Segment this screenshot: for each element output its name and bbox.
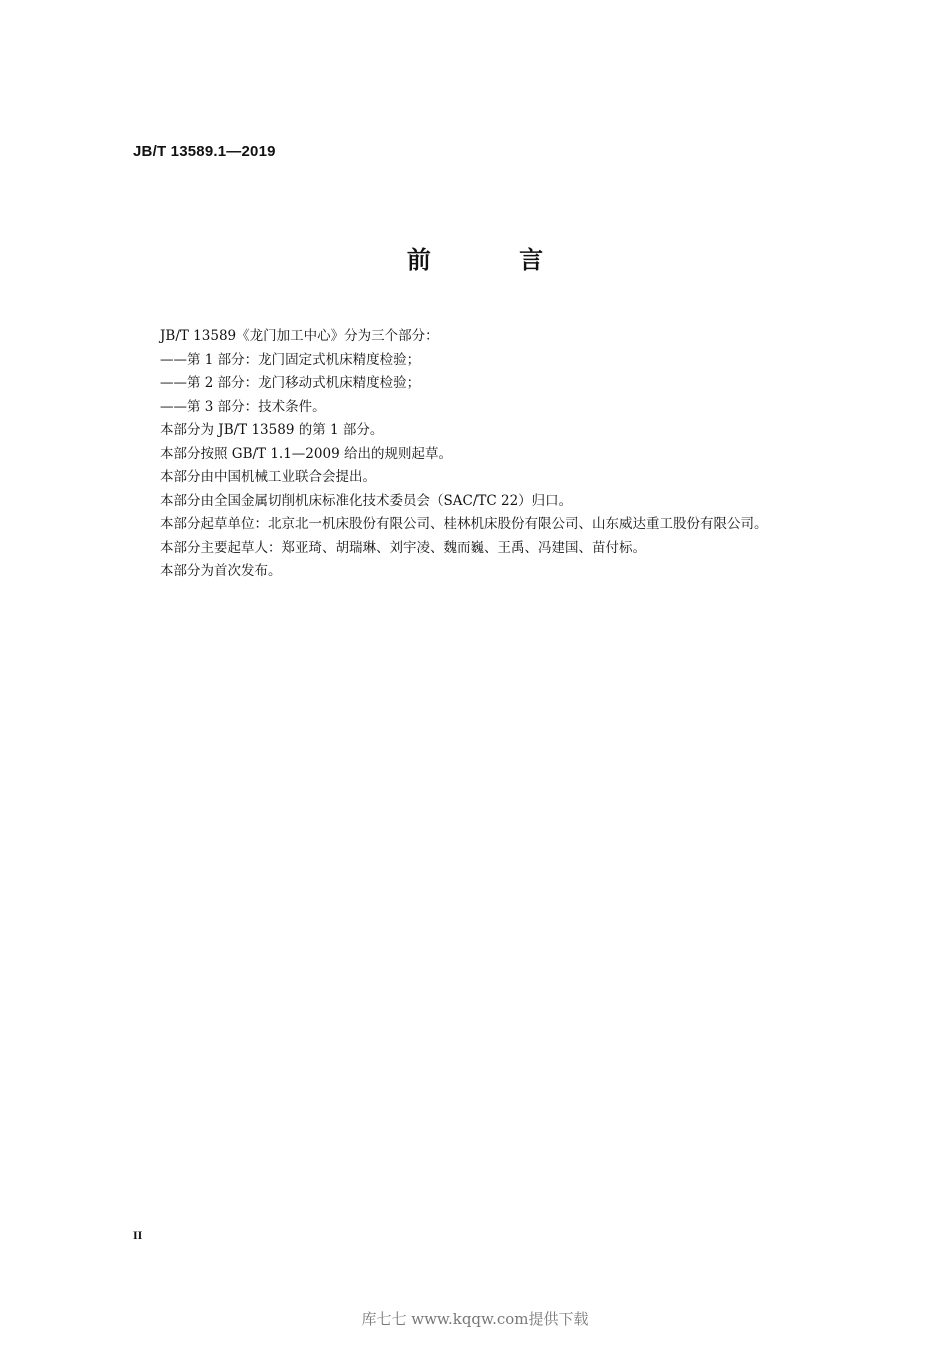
paragraph-drafting-rules: 本部分按照 GB/T 1.1—2009 给出的规则起草。 [160,445,452,462]
paragraph-part-3: ——第 3 部分：技术条件。 [160,398,326,415]
paragraph-drafting-units: 本部分起草单位：北京北一机床股份有限公司、桂林机床股份有限公司、山东威达重工股份有限公司。 [160,516,768,532]
paragraph-first-edition: 本部分为首次发布。 [160,563,282,579]
paragraph-scope: 本部分为 JB/T 13589 的第 1 部分。 [160,422,384,438]
standard-code: JB/T 13589.1—2019 [133,143,276,160]
foreword-body [133,325,839,584]
page-number: II [133,1228,143,1242]
paragraph-part-2: ——第 2 部分：龙门移动式机床精度检验； [160,375,421,391]
watermark-text: 库七七 www.kqqw.com提供下载 [361,1310,589,1328]
paragraph-drafters: 本部分主要起草人：郑亚琦、胡瑞琳、刘宇凌、魏而巍、王禹、冯建国、苗付标。 [160,539,646,556]
paragraph-part-1: ——第 1 部分：龙门固定式机床精度检验； [160,351,421,368]
paragraph-technical-committee: 本部分由全国金属切削机床标准化技术委员会（SAC/TC 22）归口。 [160,492,573,509]
paragraph-intro: JB/T 13589《龙门加工中心》分为三个部分： [160,328,439,344]
paragraph-proposed-by: 本部分由中国机械工业联合会提出。 [160,469,376,485]
page-title: 前 言 [406,246,584,274]
